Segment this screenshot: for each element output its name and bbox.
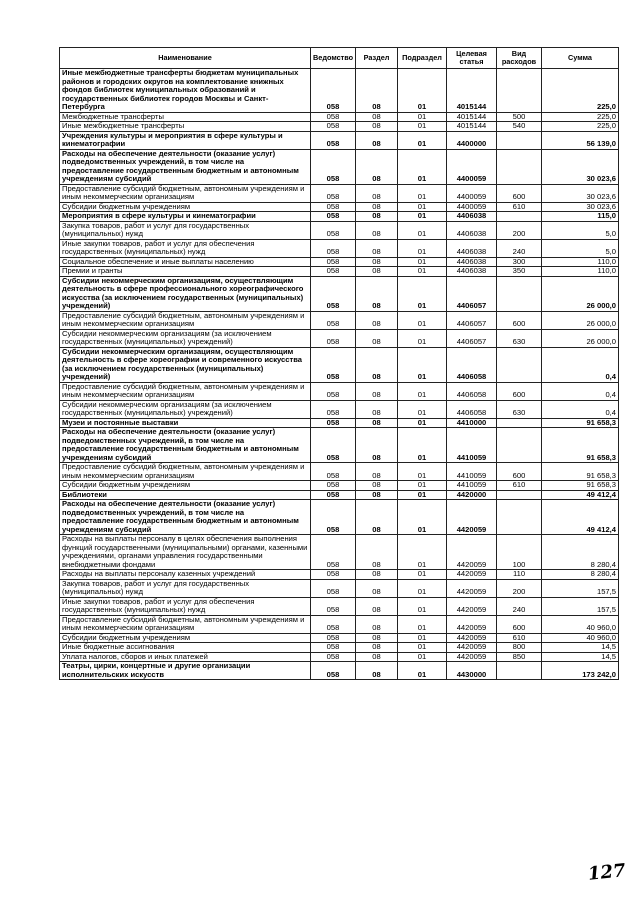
cell-vedomstvo: 058 <box>311 69 356 113</box>
cell-razdel: 08 <box>356 579 398 597</box>
cell-vedomstvo: 058 <box>311 276 356 311</box>
cell-vid-rashodov <box>497 428 542 463</box>
header-vid-rashodov: Вид расходов <box>497 48 542 69</box>
table-row <box>60 535 619 570</box>
table-row <box>60 481 619 491</box>
cell-vedomstvo: 058 <box>311 122 356 132</box>
cell-name: Расходы на обеспечение деятельности (оказание услуг) подведомственных учреждений, в том числе на предоставление государственным бюджетным и автономным учреждениям субсидий <box>60 500 311 535</box>
cell-name: Иные бюджетные ассигнования <box>60 643 311 653</box>
cell-name: Уплата налогов, сборов и иных платежей <box>60 652 311 662</box>
cell-celevaya-statya: 4420059 <box>447 535 497 570</box>
cell-name: Расходы на обеспечение деятельности (оказание услуг) подведомственных учреждений, в том числе на предоставление государственным бюджетным и автономным учреждениям субсидий <box>60 149 311 184</box>
cell-name: Социальное обеспечение и иные выплаты населению <box>60 257 311 267</box>
cell-podrazdel: 01 <box>398 112 447 122</box>
cell-vedomstvo: 058 <box>311 579 356 597</box>
cell-name: Субсидии бюджетным учреждениям <box>60 202 311 212</box>
table-row <box>60 149 619 184</box>
table-row <box>60 400 619 418</box>
header-podrazdel: Подраздел <box>398 48 447 69</box>
table-row <box>60 652 619 662</box>
cell-celevaya-statya: 4420059 <box>447 570 497 580</box>
cell-razdel: 08 <box>356 122 398 132</box>
cell-podrazdel: 01 <box>398 535 447 570</box>
cell-celevaya-statya: 4420059 <box>447 633 497 643</box>
cell-podrazdel: 01 <box>398 311 447 329</box>
cell-vid-rashodov: 600 <box>497 311 542 329</box>
cell-podrazdel: 01 <box>398 463 447 481</box>
cell-summa: 30 023,6 <box>542 184 619 202</box>
cell-celevaya-statya: 4420059 <box>447 615 497 633</box>
cell-vid-rashodov: 630 <box>497 329 542 347</box>
cell-vid-rashodov: 800 <box>497 643 542 653</box>
cell-podrazdel: 01 <box>398 184 447 202</box>
cell-vid-rashodov: 600 <box>497 184 542 202</box>
cell-summa: 91 658,3 <box>542 418 619 428</box>
cell-celevaya-statya: 4420059 <box>447 652 497 662</box>
cell-vid-rashodov: 600 <box>497 615 542 633</box>
cell-summa: 49 412,4 <box>542 490 619 500</box>
cell-summa: 225,0 <box>542 69 619 113</box>
cell-podrazdel: 01 <box>398 652 447 662</box>
cell-razdel: 08 <box>356 463 398 481</box>
header-name: Наименование <box>60 48 311 69</box>
cell-podrazdel: 01 <box>398 131 447 149</box>
table-row <box>60 276 619 311</box>
cell-razdel: 08 <box>356 69 398 113</box>
cell-razdel: 08 <box>356 329 398 347</box>
cell-vid-rashodov <box>497 276 542 311</box>
cell-vid-rashodov: 500 <box>497 112 542 122</box>
cell-razdel: 08 <box>356 500 398 535</box>
cell-vid-rashodov: 850 <box>497 652 542 662</box>
cell-summa: 26 000,0 <box>542 276 619 311</box>
cell-celevaya-statya: 4420059 <box>447 597 497 615</box>
cell-celevaya-statya: 4420059 <box>447 643 497 653</box>
table-row <box>60 69 619 113</box>
cell-name: Предоставление субсидий бюджетным, автономным учреждениям и иным некоммерческим организациям <box>60 615 311 633</box>
cell-summa: 0,4 <box>542 382 619 400</box>
cell-vedomstvo: 058 <box>311 257 356 267</box>
table-row <box>60 122 619 132</box>
cell-summa: 225,0 <box>542 112 619 122</box>
cell-celevaya-statya: 4406038 <box>447 257 497 267</box>
cell-razdel: 08 <box>356 112 398 122</box>
cell-vedomstvo: 058 <box>311 500 356 535</box>
cell-vedomstvo: 058 <box>311 267 356 277</box>
cell-vid-rashodov: 240 <box>497 239 542 257</box>
cell-summa: 0,4 <box>542 347 619 382</box>
cell-name: Субсидии бюджетным учреждениям <box>60 481 311 491</box>
cell-razdel: 08 <box>356 662 398 680</box>
cell-vid-rashodov: 610 <box>497 633 542 643</box>
cell-name: Библиотеки <box>60 490 311 500</box>
cell-name: Закупка товаров, работ и услуг для государственных (муниципальных) нужд <box>60 221 311 239</box>
cell-summa: 91 658,3 <box>542 481 619 491</box>
cell-podrazdel: 01 <box>398 382 447 400</box>
table-row <box>60 112 619 122</box>
cell-celevaya-statya: 4420059 <box>447 579 497 597</box>
cell-vedomstvo: 058 <box>311 149 356 184</box>
table-row <box>60 212 619 222</box>
cell-name: Расходы на обеспечение деятельности (оказание услуг) подведомственных учреждений, в том числе на предоставление государственным бюджетным и автономным учреждениям субсидий <box>60 428 311 463</box>
cell-vid-rashodov <box>497 347 542 382</box>
table-row <box>60 643 619 653</box>
cell-vedomstvo: 058 <box>311 428 356 463</box>
table-row <box>60 490 619 500</box>
table-row <box>60 202 619 212</box>
cell-vid-rashodov: 600 <box>497 463 542 481</box>
table-row <box>60 579 619 597</box>
cell-celevaya-statya: 4420000 <box>447 490 497 500</box>
table-row <box>60 570 619 580</box>
cell-summa: 14,5 <box>542 652 619 662</box>
table-row <box>60 131 619 149</box>
cell-vedomstvo: 058 <box>311 490 356 500</box>
cell-vid-rashodov: 240 <box>497 597 542 615</box>
cell-razdel: 08 <box>356 633 398 643</box>
cell-vedomstvo: 058 <box>311 481 356 491</box>
table-row <box>60 382 619 400</box>
cell-vid-rashodov: 200 <box>497 579 542 597</box>
table-row <box>60 347 619 382</box>
cell-vid-rashodov <box>497 69 542 113</box>
cell-celevaya-statya: 4015144 <box>447 122 497 132</box>
table-row <box>60 239 619 257</box>
cell-name: Расходы на выплаты персоналу казенных учреждений <box>60 570 311 580</box>
cell-razdel: 08 <box>356 535 398 570</box>
cell-summa: 110,0 <box>542 257 619 267</box>
cell-celevaya-statya: 4015144 <box>447 112 497 122</box>
cell-summa: 40 960,0 <box>542 633 619 643</box>
cell-celevaya-statya: 4430000 <box>447 662 497 680</box>
cell-podrazdel: 01 <box>398 597 447 615</box>
cell-podrazdel: 01 <box>398 500 447 535</box>
cell-podrazdel: 01 <box>398 267 447 277</box>
cell-vedomstvo: 058 <box>311 382 356 400</box>
cell-name: Премии и гранты <box>60 267 311 277</box>
cell-summa: 26 000,0 <box>542 329 619 347</box>
cell-razdel: 08 <box>356 202 398 212</box>
cell-celevaya-statya: 4406058 <box>447 347 497 382</box>
cell-summa: 110,0 <box>542 267 619 277</box>
cell-vid-rashodov: 300 <box>497 257 542 267</box>
cell-name: Иные закупки товаров, работ и услуг для обеспечения государственных (муниципальных) нужд <box>60 239 311 257</box>
table-row <box>60 311 619 329</box>
cell-vid-rashodov: 110 <box>497 570 542 580</box>
cell-razdel: 08 <box>356 347 398 382</box>
cell-vedomstvo: 058 <box>311 643 356 653</box>
cell-celevaya-statya: 4410059 <box>447 481 497 491</box>
cell-vedomstvo: 058 <box>311 202 356 212</box>
cell-celevaya-statya: 4406038 <box>447 239 497 257</box>
cell-vid-rashodov <box>497 500 542 535</box>
budget-table <box>59 47 619 680</box>
cell-podrazdel: 01 <box>398 428 447 463</box>
cell-summa: 8 280,4 <box>542 570 619 580</box>
cell-summa: 173 242,0 <box>542 662 619 680</box>
cell-vid-rashodov: 600 <box>497 382 542 400</box>
table-row <box>60 633 619 643</box>
cell-name: Предоставление субсидий бюджетным, автономным учреждениям и иным некоммерческим организациям <box>60 463 311 481</box>
cell-name: Предоставление субсидий бюджетным, автономным учреждениям и иным некоммерческим организациям <box>60 311 311 329</box>
cell-summa: 157,5 <box>542 579 619 597</box>
cell-name: Предоставление субсидий бюджетным, автономным учреждениям и иным некоммерческим организациям <box>60 382 311 400</box>
cell-podrazdel: 01 <box>398 69 447 113</box>
cell-vid-rashodov: 610 <box>497 202 542 212</box>
table-row <box>60 184 619 202</box>
cell-razdel: 08 <box>356 276 398 311</box>
cell-name: Мероприятия в сфере культуры и кинематографии <box>60 212 311 222</box>
table-row <box>60 615 619 633</box>
table-row <box>60 463 619 481</box>
cell-podrazdel: 01 <box>398 221 447 239</box>
cell-celevaya-statya: 4406058 <box>447 400 497 418</box>
header-vedomstvo: Ведомство <box>311 48 356 69</box>
cell-vedomstvo: 058 <box>311 633 356 643</box>
cell-razdel: 08 <box>356 418 398 428</box>
header-celevaya-statya: Целевая статья <box>447 48 497 69</box>
cell-podrazdel: 01 <box>398 276 447 311</box>
cell-name: Иные межбюджетные трансферты бюджетам муниципальных районов и городских округов на комплектование книжных фондов библиотек муниципальных образований и государственных библиотек городов Москвы и Санкт-Петербурга <box>60 69 311 113</box>
cell-celevaya-statya: 4406057 <box>447 329 497 347</box>
cell-podrazdel: 01 <box>398 418 447 428</box>
cell-celevaya-statya: 4406038 <box>447 212 497 222</box>
cell-celevaya-statya: 4410059 <box>447 428 497 463</box>
cell-celevaya-statya: 4406058 <box>447 382 497 400</box>
cell-name: Межбюджетные трансферты <box>60 112 311 122</box>
cell-podrazdel: 01 <box>398 122 447 132</box>
header-summa: Сумма <box>542 48 619 69</box>
cell-summa: 49 412,4 <box>542 500 619 535</box>
cell-celevaya-statya: 4410059 <box>447 463 497 481</box>
cell-vedomstvo: 058 <box>311 400 356 418</box>
cell-vid-rashodov: 100 <box>497 535 542 570</box>
cell-name: Музеи и постоянные выставки <box>60 418 311 428</box>
cell-celevaya-statya: 4400059 <box>447 184 497 202</box>
cell-razdel: 08 <box>356 311 398 329</box>
cell-podrazdel: 01 <box>398 329 447 347</box>
cell-celevaya-statya: 4400000 <box>447 131 497 149</box>
table-header-row <box>60 48 619 69</box>
cell-name: Субсидии некоммерческим организациям, осуществляющим деятельность в сфере хореографии и современного искусства (за исключением государственных (муниципальных) учреждений) <box>60 347 311 382</box>
cell-vedomstvo: 058 <box>311 418 356 428</box>
cell-razdel: 08 <box>356 643 398 653</box>
table-row <box>60 329 619 347</box>
cell-vid-rashodov <box>497 662 542 680</box>
cell-vid-rashodov: 350 <box>497 267 542 277</box>
cell-razdel: 08 <box>356 481 398 491</box>
cell-razdel: 08 <box>356 428 398 463</box>
page-number: 127 <box>587 860 627 885</box>
cell-name: Закупка товаров, работ и услуг для государственных (муниципальных) нужд <box>60 579 311 597</box>
cell-name: Субсидии бюджетным учреждениям <box>60 633 311 643</box>
cell-name: Иные межбюджетные трансферты <box>60 122 311 132</box>
cell-vedomstvo: 058 <box>311 652 356 662</box>
cell-summa: 5,0 <box>542 239 619 257</box>
cell-podrazdel: 01 <box>398 149 447 184</box>
cell-vedomstvo: 058 <box>311 239 356 257</box>
cell-summa: 14,5 <box>542 643 619 653</box>
cell-razdel: 08 <box>356 382 398 400</box>
cell-vedomstvo: 058 <box>311 662 356 680</box>
cell-razdel: 08 <box>356 131 398 149</box>
cell-celevaya-statya: 4420059 <box>447 500 497 535</box>
cell-razdel: 08 <box>356 221 398 239</box>
cell-summa: 56 139,0 <box>542 131 619 149</box>
cell-vedomstvo: 058 <box>311 535 356 570</box>
cell-podrazdel: 01 <box>398 400 447 418</box>
cell-vedomstvo: 058 <box>311 615 356 633</box>
cell-razdel: 08 <box>356 615 398 633</box>
cell-vid-rashodov: 540 <box>497 122 542 132</box>
cell-podrazdel: 01 <box>398 202 447 212</box>
cell-podrazdel: 01 <box>398 615 447 633</box>
cell-summa: 225,0 <box>542 122 619 132</box>
cell-vedomstvo: 058 <box>311 597 356 615</box>
cell-celevaya-statya: 4400059 <box>447 149 497 184</box>
table-row <box>60 428 619 463</box>
cell-razdel: 08 <box>356 212 398 222</box>
cell-podrazdel: 01 <box>398 239 447 257</box>
cell-celevaya-statya: 4410000 <box>447 418 497 428</box>
cell-summa: 5,0 <box>542 221 619 239</box>
cell-summa: 91 658,3 <box>542 463 619 481</box>
cell-vedomstvo: 058 <box>311 311 356 329</box>
cell-vid-rashodov <box>497 490 542 500</box>
cell-summa: 30 023,6 <box>542 202 619 212</box>
header-razdel: Раздел <box>356 48 398 69</box>
cell-name: Иные закупки товаров, работ и услуг для обеспечения государственных (муниципальных) нужд <box>60 597 311 615</box>
table-body <box>60 69 619 680</box>
cell-vid-rashodov: 610 <box>497 481 542 491</box>
cell-razdel: 08 <box>356 570 398 580</box>
cell-podrazdel: 01 <box>398 212 447 222</box>
table-row <box>60 662 619 680</box>
table-row <box>60 221 619 239</box>
cell-name: Учреждения культуры и мероприятия в сфере культуры и кинематографии <box>60 131 311 149</box>
cell-vedomstvo: 058 <box>311 347 356 382</box>
cell-podrazdel: 01 <box>398 481 447 491</box>
cell-summa: 91 658,3 <box>542 428 619 463</box>
cell-razdel: 08 <box>356 267 398 277</box>
cell-razdel: 08 <box>356 257 398 267</box>
cell-razdel: 08 <box>356 239 398 257</box>
cell-celevaya-statya: 4406057 <box>447 311 497 329</box>
cell-razdel: 08 <box>356 149 398 184</box>
cell-razdel: 08 <box>356 597 398 615</box>
cell-vedomstvo: 058 <box>311 212 356 222</box>
cell-vedomstvo: 058 <box>311 112 356 122</box>
cell-podrazdel: 01 <box>398 257 447 267</box>
cell-vedomstvo: 058 <box>311 329 356 347</box>
cell-summa: 157,5 <box>542 597 619 615</box>
cell-summa: 8 280,4 <box>542 535 619 570</box>
cell-name: Субсидии некоммерческим организациям (за исключением государственных (муниципальных) учреждений) <box>60 329 311 347</box>
cell-razdel: 08 <box>356 652 398 662</box>
table-row <box>60 418 619 428</box>
cell-vid-rashodov <box>497 149 542 184</box>
table-row <box>60 257 619 267</box>
cell-vedomstvo: 058 <box>311 463 356 481</box>
cell-vid-rashodov <box>497 418 542 428</box>
cell-vid-rashodov <box>497 212 542 222</box>
cell-podrazdel: 01 <box>398 570 447 580</box>
cell-name: Субсидии некоммерческим организациям, осуществляющим деятельность в сфере профессионального хореографического искусства (за исключением государственных (муниципальных) учреждений) <box>60 276 311 311</box>
cell-vid-rashodov <box>497 131 542 149</box>
cell-vid-rashodov: 200 <box>497 221 542 239</box>
table-row <box>60 267 619 277</box>
cell-celevaya-statya: 4400059 <box>447 202 497 212</box>
cell-celevaya-statya: 4015144 <box>447 69 497 113</box>
cell-podrazdel: 01 <box>398 347 447 382</box>
cell-vedomstvo: 058 <box>311 184 356 202</box>
cell-name: Расходы на выплаты персоналу в целях обеспечения выполнения функций государственными (муниципальными) органами, казенными учреждениями, органами управления государственными внебюджетными фондами <box>60 535 311 570</box>
cell-name: Предоставление субсидий бюджетным, автономным учреждениям и иным некоммерческим организациям <box>60 184 311 202</box>
cell-celevaya-statya: 4406038 <box>447 221 497 239</box>
table-row <box>60 597 619 615</box>
cell-vedomstvo: 058 <box>311 221 356 239</box>
cell-name: Субсидии некоммерческим организациям (за исключением государственных (муниципальных) учреждений) <box>60 400 311 418</box>
cell-razdel: 08 <box>356 184 398 202</box>
cell-razdel: 08 <box>356 400 398 418</box>
cell-vedomstvo: 058 <box>311 131 356 149</box>
cell-summa: 40 960,0 <box>542 615 619 633</box>
cell-summa: 0,4 <box>542 400 619 418</box>
cell-podrazdel: 01 <box>398 662 447 680</box>
cell-summa: 115,0 <box>542 212 619 222</box>
table-row <box>60 500 619 535</box>
cell-podrazdel: 01 <box>398 633 447 643</box>
cell-celevaya-statya: 4406038 <box>447 267 497 277</box>
cell-razdel: 08 <box>356 490 398 500</box>
cell-vedomstvo: 058 <box>311 570 356 580</box>
cell-celevaya-statya: 4406057 <box>447 276 497 311</box>
cell-vid-rashodov: 630 <box>497 400 542 418</box>
cell-podrazdel: 01 <box>398 643 447 653</box>
cell-summa: 26 000,0 <box>542 311 619 329</box>
cell-podrazdel: 01 <box>398 490 447 500</box>
cell-podrazdel: 01 <box>398 579 447 597</box>
cell-summa: 30 023,6 <box>542 149 619 184</box>
cell-name: Театры, цирки, концертные и другие организации исполнительских искусств <box>60 662 311 680</box>
